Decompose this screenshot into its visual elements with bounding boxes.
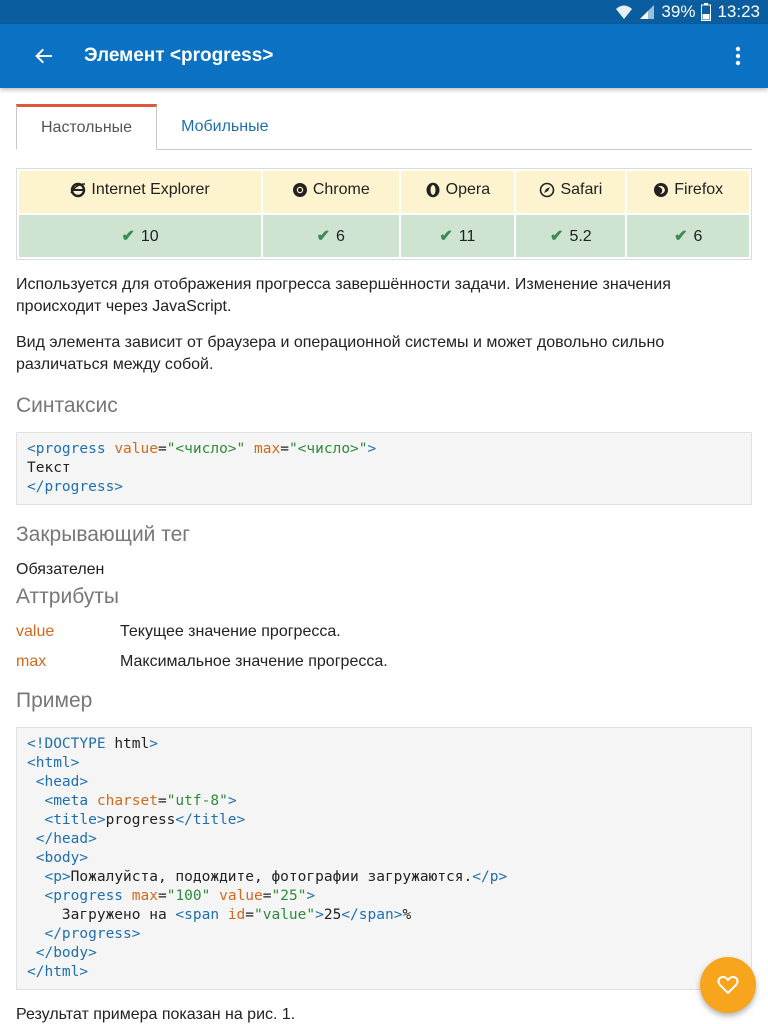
- attribute-row: [16, 653, 752, 671]
- platform-tabs: [16, 104, 752, 150]
- browser-support-table: [16, 168, 752, 260]
- ie-icon: [70, 182, 86, 198]
- browser-version-opera: ✔ 11: [401, 215, 515, 257]
- attribute-description: Максимальное значение прогресса.: [120, 653, 388, 670]
- check-icon: ✔: [674, 228, 688, 245]
- browser-header-chrome: [263, 171, 398, 213]
- example-code-block: <!DOCTYPE html> <html> <head> <meta charset="utf-8"> <title>progress</title> </head> <body> <p>Пожалуйста, подождите, фотографии загружаются.</p> <progress max="100" value="25"> Загружено на <span id="value">25</span>% </progress> </body> </html>: [16, 727, 752, 990]
- app-bar: [0, 24, 768, 88]
- signal-icon: [639, 4, 655, 20]
- battery-icon: [701, 3, 711, 21]
- browser-header-firefox: [627, 171, 749, 213]
- browser-version-safari: ✔ 5.2: [516, 215, 625, 257]
- browser-header-opera: [401, 171, 515, 213]
- browser-name: Internet Explorer: [91, 181, 210, 198]
- tab-mobile[interactable]: Мобильные: [181, 118, 269, 135]
- heart-outline-icon: [717, 975, 739, 995]
- favorite-button[interactable]: [700, 957, 756, 1013]
- attribute-description: Текущее значение прогресса.: [120, 623, 341, 640]
- description-paragraph-1: Используется для отображения прогресса завершённости задачи. Изменение значения происходит через JavaScript.: [16, 276, 671, 315]
- attribute-name: max: [16, 653, 47, 670]
- closing-tag-value: Обязателен: [16, 561, 105, 578]
- opera-icon: [425, 182, 441, 198]
- browser-name: Firefox: [674, 181, 724, 198]
- browser-header-ie: [19, 171, 261, 213]
- status-bar: [0, 0, 768, 24]
- description-paragraph-2: Вид элемента зависит от браузера и операционной системы и может довольно сильно различаться между собой.: [16, 334, 665, 373]
- attributes-heading: Аттрибуты: [16, 585, 119, 608]
- firefox-icon: [653, 182, 669, 198]
- result-caption: Результат примера показан на рис. 1.: [16, 1006, 296, 1023]
- overflow-menu-button[interactable]: [708, 24, 768, 88]
- attribute-name: value: [16, 623, 55, 640]
- example-heading: Пример: [16, 689, 93, 712]
- check-icon: ✔: [121, 228, 135, 245]
- page-title: Элемент <progress>: [84, 45, 274, 66]
- browser-name: Safari: [560, 181, 603, 198]
- syntax-heading: Синтаксис: [16, 394, 118, 417]
- attribute-row: [16, 623, 752, 641]
- clock: 13:23: [717, 2, 760, 21]
- check-icon: ✔: [316, 228, 331, 245]
- browser-version-ie: ✔ 10: [19, 215, 261, 257]
- chrome-icon: [292, 182, 308, 198]
- tab-desktop[interactable]: Настольные: [16, 104, 157, 150]
- check-icon: ✔: [439, 228, 453, 245]
- arrow-back-icon: [34, 46, 54, 66]
- syntax-code-block: <progress value="<число>" max="<число>"> Текст </progress>: [16, 432, 752, 505]
- closing-tag-heading: Закрывающий тег: [16, 523, 190, 546]
- back-button[interactable]: [0, 24, 88, 88]
- more-vert-icon: [735, 46, 741, 66]
- browser-header-safari: [516, 171, 625, 213]
- battery-percent: 39%: [661, 2, 696, 21]
- safari-icon: [539, 182, 555, 198]
- browser-name: Chrome: [312, 181, 370, 198]
- browser-version-chrome: ✔ 6: [263, 215, 398, 257]
- browser-version-firefox: ✔ 6: [627, 215, 749, 257]
- article-content: [16, 88, 752, 1024]
- check-icon: ✔: [550, 228, 564, 245]
- wifi-icon: [615, 4, 633, 20]
- browser-name: Opera: [445, 181, 491, 198]
